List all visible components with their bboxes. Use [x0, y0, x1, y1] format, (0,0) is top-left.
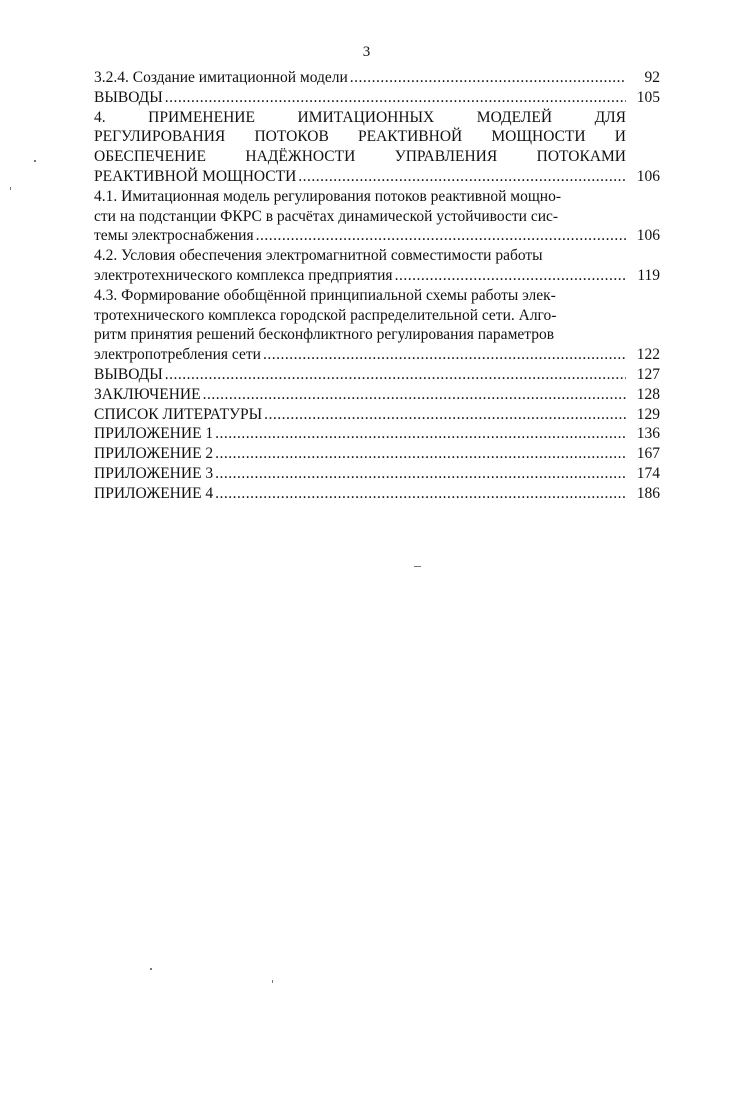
toc-line: 4.3. Формирование обобщённой принципиальной схемы работы элек- [94, 286, 556, 304]
toc-line: темы электроснабжения ..... [94, 226, 626, 246]
table-of-contents [94, 68, 660, 504]
toc-entry [94, 108, 660, 187]
toc-page-number: 105 [636, 88, 660, 106]
leader-dots [163, 365, 626, 385]
toc-entry-text [94, 365, 626, 385]
toc-page-number: 167 [636, 445, 660, 463]
toc-entry-text [94, 385, 626, 405]
toc-entry [94, 68, 660, 88]
toc-entry-text [94, 286, 626, 365]
toc-entry-text [94, 464, 626, 484]
scan-speck [34, 160, 36, 162]
toc-entry [94, 187, 660, 246]
leader-dots [393, 266, 626, 286]
scan-speck [414, 566, 421, 567]
toc-entry [94, 286, 660, 365]
toc-line: РЕГУЛИРОВАНИЯ ПОТОКОВ РЕАКТИВНОЙ МОЩНОСТИ И [94, 128, 626, 146]
toc-page-number: 119 [637, 266, 660, 284]
leader-dots [201, 385, 626, 405]
scan-speck [10, 187, 11, 190]
toc-line: ПРИЛОЖЕНИЕ 1 ..... [94, 424, 626, 444]
toc-line: ПРИЛОЖЕНИЕ 2 ..... [94, 444, 626, 464]
page-number: 3 [362, 44, 371, 60]
toc-page-number: 186 [636, 484, 660, 502]
toc-line: ПРИЛОЖЕНИЕ 3 ..... [94, 464, 626, 484]
toc-entry [94, 464, 660, 484]
toc-line: ЗАКЛЮЧЕНИЕ ..... [94, 385, 626, 405]
toc-line: 4.1. Имитационная модель регулирования потоков реактивной мощно- [94, 187, 561, 205]
toc-entry [94, 405, 660, 425]
leader-dots [213, 464, 626, 484]
toc-line: ПРИЛОЖЕНИЕ 4 ..... [94, 484, 626, 504]
toc-line: ВЫВОДЫ ..... [94, 88, 626, 108]
toc-entry [94, 88, 660, 108]
toc-entry-text [94, 68, 626, 88]
toc-entry-text [94, 444, 626, 464]
toc-line: ВЫВОДЫ ..... [94, 365, 626, 385]
toc-line: 3.2.4. Создание имитационной модели ..... [94, 68, 626, 88]
toc-line: ритм принятия решений бесконфликтного регулирования параметров [94, 326, 555, 344]
toc-line: РЕАКТИВНОЙ МОЩНОСТИ ..... [94, 167, 626, 187]
leader-dots [262, 405, 626, 425]
toc-entry [94, 246, 660, 286]
toc-entry-text [94, 246, 626, 286]
toc-entry-text [94, 108, 626, 187]
toc-entry [94, 424, 660, 444]
toc-entry [94, 484, 660, 504]
toc-line: СПИСОК ЛИТЕРАТУРЫ ..... [94, 405, 626, 425]
leader-dots [261, 345, 626, 365]
toc-page-number: 106 [636, 167, 660, 185]
leader-dots [213, 424, 626, 444]
leader-dots [296, 167, 626, 187]
toc-page-number: 122 [636, 346, 660, 364]
leader-dots [348, 68, 626, 88]
toc-line: 4. ПРИМЕНЕНИЕ ИМИТАЦИОННЫХ МОДЕЛЕЙ ДЛЯ [94, 108, 626, 126]
toc-line: электропотребления сети ..... [94, 345, 626, 365]
toc-page-number: 136 [636, 425, 660, 443]
toc-page-number: 128 [636, 385, 660, 403]
toc-entry [94, 365, 660, 385]
toc-page-number: 127 [636, 365, 660, 383]
toc-entry-text [94, 187, 626, 246]
toc-page-number: 129 [636, 405, 660, 423]
leader-dots [213, 484, 626, 504]
leader-dots [254, 226, 626, 246]
toc-entry-text [94, 405, 626, 425]
toc-line: электротехнического комплекса предприятия ..... [94, 266, 626, 286]
toc-page-number: 106 [636, 227, 660, 245]
toc-entry-text [94, 424, 626, 444]
toc-page-number: 92 [644, 69, 660, 86]
toc-entry-text [94, 88, 626, 108]
scan-speck [150, 968, 152, 970]
toc-entry [94, 444, 660, 464]
toc-line: сти на подстанции ФКРС в расчётах динамической устойчивости сис- [94, 207, 559, 225]
leader-dots [163, 88, 626, 108]
toc-entry [94, 385, 660, 405]
toc-line: ОБЕСПЕЧЕНИЕ НАДЁЖНОСТИ УПРАВЛЕНИЯ ПОТОКАМИ [94, 148, 626, 166]
toc-line: тротехнического комплекса городской распределительной сети. Алго- [94, 306, 557, 324]
toc-line: 4.2. Условия обеспечения электромагнитной совместимости работы [94, 247, 543, 265]
scan-speck [272, 980, 273, 983]
toc-page-number: 174 [636, 464, 660, 482]
toc-entry-text [94, 484, 626, 504]
leader-dots [213, 444, 626, 464]
